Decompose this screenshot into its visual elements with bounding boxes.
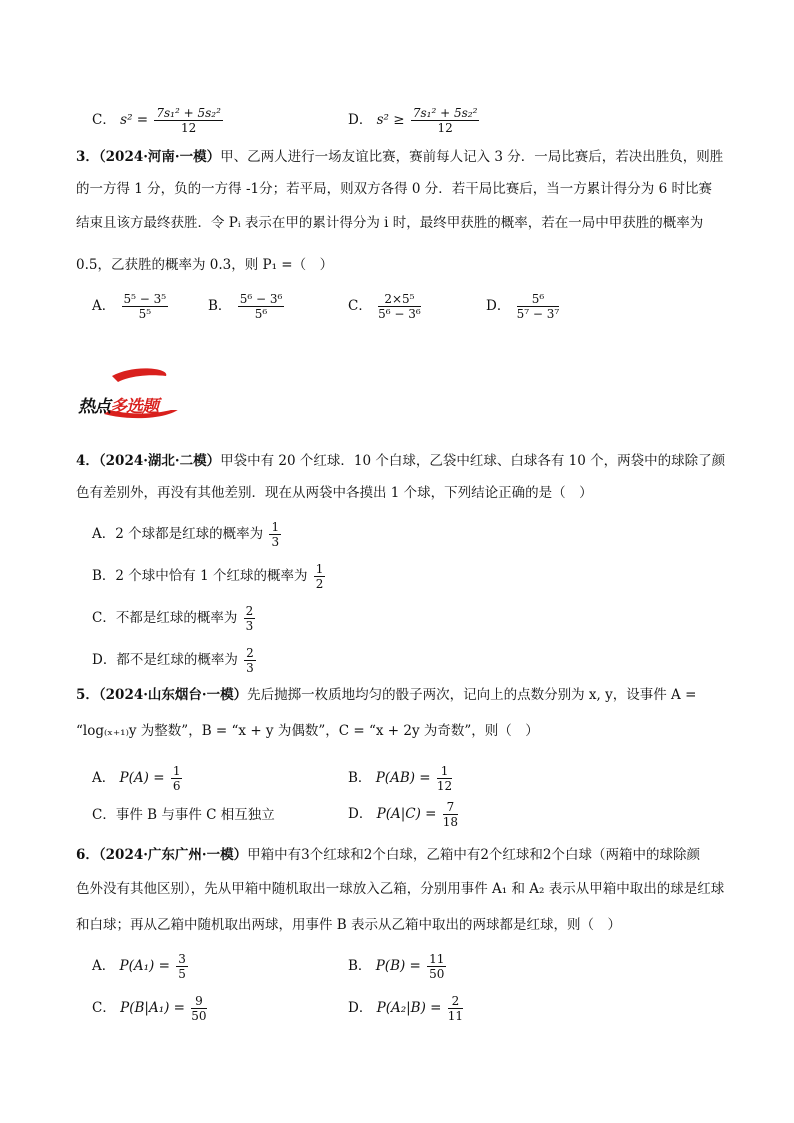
numerator: 5⁶ − 3⁶: [239, 292, 283, 306]
option-label: A．: [92, 958, 116, 974]
option-label: D．: [348, 112, 373, 128]
option-label: C．: [92, 112, 116, 128]
question-number: 5．: [76, 687, 99, 703]
denominator: 5⁵: [138, 307, 152, 321]
q2-option-c: [92, 106, 225, 135]
numerator: 7s₁² + 5s₂²: [412, 106, 478, 120]
denominator: 12: [181, 121, 197, 135]
formula-lhs: P(AB) =: [375, 770, 431, 786]
numerator: 5⁶: [517, 292, 560, 307]
question-text: 甲袋中有 20 个红球．10 个白球，乙袋中红球、白球各有 10 个，两袋中的球除了颜: [220, 453, 726, 469]
numerator: 2: [246, 646, 254, 660]
q5-line-2: “log₍ₓ₊₁₎y 为整数”，B = “x + y 为偶数”，C = “x + 2y 为奇数”，则（ ）: [76, 723, 539, 739]
q4-option-b: [92, 562, 327, 591]
numerator: 1: [172, 764, 181, 778]
option-label: D．: [348, 1000, 373, 1016]
numerator: 2×5⁵: [378, 292, 421, 307]
numerator: 2: [245, 604, 254, 618]
option-text: 事件 B 与事件 C 相互独立: [115, 807, 275, 823]
numerator: 9: [191, 994, 206, 1009]
q6-option-c: [92, 994, 209, 1023]
option-label: B．: [208, 298, 232, 314]
fraction: [437, 764, 452, 793]
q3-line-1: [76, 148, 723, 166]
denominator: 3: [246, 661, 254, 675]
q3-option-d: [486, 292, 561, 321]
denominator: 50: [191, 1009, 207, 1023]
fraction: [443, 800, 458, 829]
option-label: B．: [348, 770, 372, 786]
q3-option-b: [208, 292, 286, 321]
formula-lhs: P(B|A₁) =: [120, 1000, 185, 1016]
denominator: 12: [437, 121, 453, 135]
option-label: B．: [92, 568, 116, 584]
q2-option-d: [348, 106, 481, 135]
fraction: [171, 764, 183, 793]
fraction: [378, 292, 421, 321]
q4-line-2: 色有差别外，再没有其他差别．现在从两袋中各摸出 1 个球，下列结论正确的是（ ）: [76, 485, 593, 501]
numerator: 1: [271, 520, 280, 534]
fraction: [314, 562, 326, 591]
q5-line-1: [76, 686, 696, 704]
numerator: 7s₁² + 5s₂²: [156, 106, 221, 120]
option-label: A．: [92, 770, 116, 786]
q6-line-3: 和白球；再从乙箱中随机取出两球，用事件 B 表示从乙箱中取出的两球都是红球，则（ ）: [76, 917, 622, 933]
denominator: 12: [436, 779, 453, 793]
q5-option-a: [92, 764, 184, 793]
denominator: 6: [172, 779, 181, 793]
q3-option-a: [92, 292, 170, 321]
fraction: [238, 292, 285, 321]
numerator: 11: [429, 952, 445, 966]
question-text: 甲、乙两人进行一场友谊比赛，赛前每人记入 3 分．一局比赛后，若决出胜负，则胜: [220, 149, 724, 165]
numerator: 1: [437, 764, 452, 779]
fraction: [244, 646, 256, 675]
question-number: 4．: [76, 453, 99, 469]
numerator: 7: [443, 800, 458, 815]
section-logo-text-red: 多选题: [110, 397, 158, 417]
q6-line-1: [76, 846, 700, 864]
formula-lhs: s² ≥: [376, 112, 405, 128]
question-text: 甲箱中有3个红球和2个白球，乙箱中有2个红球和2个白球（两箱中的球除颜: [247, 847, 700, 863]
option-label: C．: [348, 298, 372, 314]
denominator: 50: [429, 967, 445, 981]
question-text: 先后抛掷一枚质地均匀的骰子两次，记向上的点数分别为 x, y，设事件 A =: [247, 687, 697, 703]
fraction: [269, 520, 281, 549]
formula-lhs: P(A|C) =: [376, 806, 437, 822]
numerator: 2: [448, 994, 463, 1009]
fraction: [448, 994, 463, 1023]
q4-line-1: [76, 452, 725, 470]
denominator: 3: [245, 619, 254, 633]
q6-option-d: [348, 994, 465, 1023]
formula-lhs: P(B) =: [375, 958, 421, 974]
option-label: C．: [92, 1000, 116, 1016]
q3-line-2: 的一方得 1 分，负的一方得 -1分；若平局，则双方各得 0 分．若干局比赛后，当一方累计得分为 6 时比赛: [76, 181, 712, 197]
denominator: 5⁶: [254, 307, 268, 321]
formula-lhs: P(A₂|B) =: [376, 1000, 442, 1016]
q3-line-3: 结束且该方最终获胜．令 Pᵢ 表示在甲的累计得分为 i 时，最终甲获胜的概率，若在一局中甲获胜的概率为: [76, 215, 704, 231]
q5-option-b: [348, 764, 454, 793]
fraction: [122, 292, 169, 321]
fraction: [191, 994, 206, 1023]
fraction: [517, 292, 560, 321]
q6-line-2: 色外没有其他区别），先从甲箱中随机取出一球放入乙箱，分别用事件 A₁ 和 A₂ 表示从甲箱中取出的球是红球: [76, 881, 725, 897]
section-logo: [74, 366, 194, 422]
option-text: 2 个球中恰有 1 个红球的概率为: [115, 568, 308, 584]
option-text: 都不是红球的概率为: [116, 652, 238, 668]
q4-option-a: [92, 520, 283, 549]
q3-option-c: [348, 292, 423, 321]
q6-option-a: [92, 952, 190, 981]
option-label: D．: [348, 806, 373, 822]
formula-lhs: s² =: [120, 112, 149, 128]
option-label: A．: [92, 298, 116, 314]
question-source: （2024·山东烟台·一模）: [98, 687, 248, 703]
denominator: 11: [447, 1009, 464, 1023]
fraction: [244, 604, 256, 633]
option-label: D．: [486, 298, 511, 314]
q6-option-b: [348, 952, 448, 981]
option-label: D．: [92, 652, 117, 668]
option-label: C．: [92, 807, 116, 823]
section-logo-text: [78, 392, 158, 417]
denominator: 5: [178, 967, 186, 981]
denominator: 2: [315, 577, 324, 591]
fraction: [411, 106, 480, 135]
option-text: 不都是红球的概率为: [115, 610, 238, 626]
question-number: 3．: [76, 149, 99, 165]
question-source: （2024·广东广州·一模）: [98, 847, 248, 863]
option-text: 2 个球都是红球的概率为: [115, 526, 264, 542]
numerator: 5⁵ − 3⁵: [123, 292, 167, 306]
denominator: 3: [271, 535, 280, 549]
q4-option-d: [92, 646, 258, 675]
q5-option-d: [348, 800, 460, 829]
denominator: 18: [442, 815, 459, 829]
option-label: C．: [92, 610, 116, 626]
q5-option-c: [92, 806, 275, 824]
question-source: （2024·湖北·二模）: [98, 453, 221, 469]
fraction: [427, 952, 446, 981]
section-logo-text-black: 热点: [78, 397, 110, 417]
denominator: 5⁶ − 3⁶: [378, 307, 421, 321]
q3-line-4: 0.5，乙获胜的概率为 0.3，则 P₁ =（ ）: [76, 257, 334, 273]
denominator: 5⁷ − 3⁷: [516, 307, 560, 321]
formula-lhs: P(A) =: [119, 770, 165, 786]
formula-lhs: P(A₁) =: [119, 958, 170, 974]
option-label: A．: [92, 526, 116, 542]
fraction: [176, 952, 188, 981]
question-source: （2024·河南·一模）: [98, 149, 221, 165]
question-number: 6．: [76, 847, 99, 863]
option-label: B．: [348, 958, 372, 974]
numerator: 3: [178, 952, 186, 966]
numerator: 1: [315, 562, 324, 576]
q4-option-c: [92, 604, 257, 633]
fraction: [154, 106, 223, 135]
